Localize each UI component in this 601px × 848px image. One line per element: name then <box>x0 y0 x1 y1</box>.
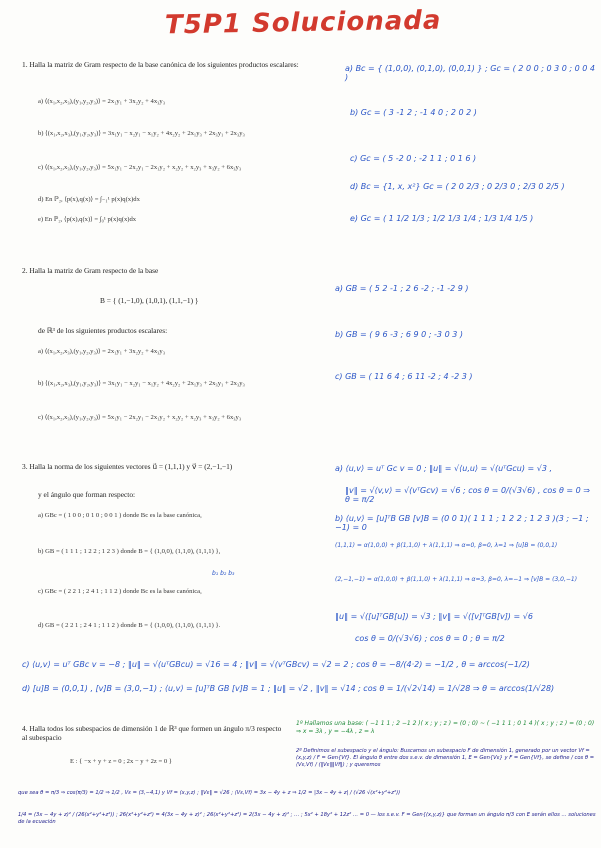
exercise-2-item-a: a) ⟨(x₁,x₂,x₃),(y₁,y₂,y₃)⟩ = 2x₁y₁ + 3x₂y₂ + 4x₃y₃ <box>38 348 166 355</box>
exercise-1-answer-a: a) Bc = { (1,0,0), (0,1,0), (0,0,1) } ; Gc = ( 2 0 0 ; 0 3 0 ; 0 0 4 ) <box>345 64 595 82</box>
exercise-1-item-d: d) En ℙ₂, ⟨p(x),q(x)⟩ = ∫₋₁¹ p(x)q(x)dx <box>38 196 140 203</box>
exercise-1-answer-d: d) Bc = {1, x, x²} Gc = ( 2 0 2/3 ; 0 2/3 0 ; 2/3 0 2/5 ) <box>350 182 565 191</box>
exercise-4-step-1: 1º Hallamos una base: ( −1 1 1 ; 2 −1 2 )( x ; y ; z ) = (0 ; 0) ~ ( −1 1 1 ; 0 1 4 )( x ; y ; z ) = (0 ; 0) ⇒ x = 3λ , y = −4λ , z = λ <box>296 720 595 735</box>
exercise-3-answer-a-line2: ‖v‖ = √⟨v,v⟩ = √(vᵀGcv) = √6 ; cos θ = 0/(√3√6) , cos θ = 0 ⇒ θ = π/2 <box>345 486 590 504</box>
exercise-2-answer-b: b) GB = ( 9 6 -3 ; 6 9 0 ; -3 0 3 ) <box>335 330 463 339</box>
exercise-3-answer-b-line1: b) ⟨u,v⟩ = [u]ᵀB GB [v]B = (0 0 1)( 1 1 1 ; 1 2 2 ; 1 2 3 )(3 ; −1 ; −1) = 0 <box>335 514 589 532</box>
exercise-2-item-c: c) ⟨(x₁,x₂,x₃),(y₁,y₂,y₃)⟩ = 5x₁y₁ − 2x₂y₁ − 2x₁y₂ + x₂y₂ + x₂y₃ + x₃y₂ + 6x₃y₃ <box>38 414 242 421</box>
exercise-1-item-a: a) ⟨(x₁,x₂,x₃),(y₁,y₂,y₃)⟩ = 2x₁y₁ + 3x₂y₂ + 4x₃y₃ <box>38 98 166 105</box>
exercise-1-item-c: c) ⟨(x₁,x₂,x₃),(y₁,y₂,y₃)⟩ = 5x₁y₁ − 2x₂y₁ − 2x₁y₂ + x₂y₂ + x₂y₃ + x₃y₂ + 6x₃y₃ <box>38 164 242 171</box>
exercise-3-answer-b-line3: (2,−1,−1) = α(1,0,0) + β(1,1,0) + λ(1,1,1) ⇒ α=3, β=0, λ=−1 ⇒ [v]B = (3,0,−1) <box>335 576 578 583</box>
exercise-4-system: E : { −x + y + z = 0 ; 2x − y + 2z = 0 } <box>70 758 172 765</box>
exercise-3-answer-b-line5: cos θ = 0/(√3√6) ; cos θ = 0 ; θ = π/2 <box>355 634 505 643</box>
exercise-3-heading: 3. Halla la norma de los siguientes vectores u⃗ = (1,1,1) y v⃗ = (2,−1,−1) <box>22 462 233 471</box>
exercise-3-answer-c: c) ⟨u,v⟩ = uᵀ GBc v = −8 ; ‖u‖ = √(uᵀGBcu) = √16 = 4 ; ‖v‖ = √(vᵀGBcv) = √2 = 2 ; cos θ = −8/(4·2) = −1/2 , θ = arccos(−1/2) <box>22 660 530 669</box>
exercise-3-item-d: d) GB = ( 2 2 1 ; 2 4 1 ; 1 1 2 ) donde B = { (1,0,0), (1,1,0), (1,1,1) }. <box>38 622 221 629</box>
exercise-2-item-b: b) ⟨(x₁,x₂,x₃),(y₁,y₂,y₃)⟩ = 3x₁y₁ − x₂y₁ − x₁y₂ + 4x₂y₂ + 2x₁y₃ + 2x₃y₁ + 2x₃y₃ <box>38 380 245 387</box>
exercise-3-item-a: a) GBc = ( 1 0 0 ; 0 1 0 ; 0 0 1 ) donde Bc es la base canónica, <box>38 512 202 519</box>
exercise-2-answer-c: c) GB = ( 11 6 4 ; 6 11 -2 ; 4 -2 3 ) <box>335 372 473 381</box>
page-title: T5P1 Solucionada <box>164 5 442 41</box>
exercise-4-heading: 4. Halla todos los subespacios de dimensión 1 de ℝ³ que formen un ángulo π/3 respecto al subespacio <box>22 724 282 742</box>
exercise-4-step-4: 1/4 = (3x − 4y + z)² / (26(x²+y²+z²)) ; 26(x²+y²+z²) = 4(3x − 4y + z)² ; 26(x²+y²+z²) = 2(3x − 4y + z)² ; … ; 5x² + 18y² + 12z² … = 0 — los s.e.v. F = Gen{(x,y,z)} que forman un ángulo π/3 con E serán ellos … soluciones de la ecuación <box>18 812 596 825</box>
exercise-2-answer-a: a) GB = ( 5 2 -1 ; 2 6 -2 ; -1 -2 9 ) <box>335 284 469 293</box>
exercise-3-subheading: y el ángulo que forman respecto: <box>38 490 136 499</box>
exercise-3-answer-d: d) [u]B = (0,0,1) , [v]B = (3,0,−1) ; ⟨u,v⟩ = [u]ᵀB GB [v]B = 1 ; ‖u‖ = √2 , ‖v‖ = √14 ; cos θ = 1/(√2√14) = 1/√28 ⇒ θ = arccos(1/√28) <box>22 684 555 693</box>
exercise-3-item-c: c) GBc = ( 2 2 1 ; 2 4 1 ; 1 1 2 ) donde Bc es la base canónica, <box>38 588 202 595</box>
exercise-1-item-e: e) En ℙ₂, ⟨p(x),q(x)⟩ = ∫₀¹ p(x)q(x)dx <box>38 216 137 223</box>
exercise-2-basis: B = { (1,−1,0), (1,0,1), (1,1,−1) } <box>100 296 199 305</box>
exercise-1-answer-c: c) Gc = ( 5 -2 0 ; -2 1 1 ; 0 1 6 ) <box>350 154 477 163</box>
exercise-4-step-2: 2º Definimos el subespacio y el ángulo: Buscamos un subespacio F de dimensión 1, generado por un vector Vf = (x,y,z) / F = Gen{Vf}. El ángulo θ entre dos s.e.v. de dimensión 1, E = Gen{Vε} y F = Gen{Vf}, se define / cos θ = ⟨Vε,Vf⟩ / (‖Vε‖‖Vf‖) ; y queremos <box>296 748 595 768</box>
exercise-4-step-3: que sea θ = π/3 ⇒ cos(π/3) = 1/2 ⇒ 1/2 , Vε = (3,−4,1) y Vf = (x,y,z) ; ‖Vε‖ = √26 ; ⟨Vε,Vf⟩ = 3x − 4y + z ⇒ 1/2 = |3x − 4y + z| / (√26 √(x²+y²+z²)) <box>18 790 401 796</box>
exercise-1-answer-e: e) Gc = ( 1 1/2 1/3 ; 1/2 1/3 1/4 ; 1/3 1/4 1/5 ) <box>350 214 534 223</box>
exercise-3-answer-b-line4: ‖u‖ = √([u]ᵀGB[u]) = √3 ; ‖v‖ = √([v]ᵀGB[v]) = √6 <box>335 612 533 621</box>
exercise-1-item-b: b) ⟨(x₁,x₂,x₃),(y₁,y₂,y₃)⟩ = 3x₁y₁ − x₂y₁ − x₁y₂ + 4x₂y₂ + 2x₁y₃ + 2x₃y₁ + 2x₃y₃ <box>38 130 245 137</box>
exercise-3-answer-a-line1: a) ⟨u,v⟩ = uᵀ Gc v = 0 ; ‖u‖ = √⟨u,u⟩ = √(uᵀGcu) = √3 , <box>335 464 553 473</box>
exercise-3-basis-labels: b₁ b₂ b₃ <box>212 570 235 577</box>
exercise-1-heading: 1. Halla la matriz de Gram respecto de la base canónica de los siguientes productos escalares: <box>22 60 299 69</box>
exercise-3-item-b: b) GB = ( 1 1 1 ; 1 2 2 ; 1 2 3 ) donde B = { (1,0,0), (1,1,0), (1,1,1) }, <box>38 548 221 555</box>
exercise-1-answer-b: b) Gc = ( 3 -1 2 ; -1 4 0 ; 2 0 2 ) <box>350 108 477 117</box>
exercise-2-subheading: de ℝ³ de los siguientes productos escalares: <box>38 326 168 335</box>
exercise-2-heading: 2. Halla la matriz de Gram respecto de la base <box>22 266 159 275</box>
exercise-3-answer-b-line2: (1,1,1) = α(1,0,0) + β(1,1,0) + λ(1,1,1) ⇒ α=0, β=0, λ=1 ⇒ [u]B = (0,0,1) <box>335 542 558 549</box>
